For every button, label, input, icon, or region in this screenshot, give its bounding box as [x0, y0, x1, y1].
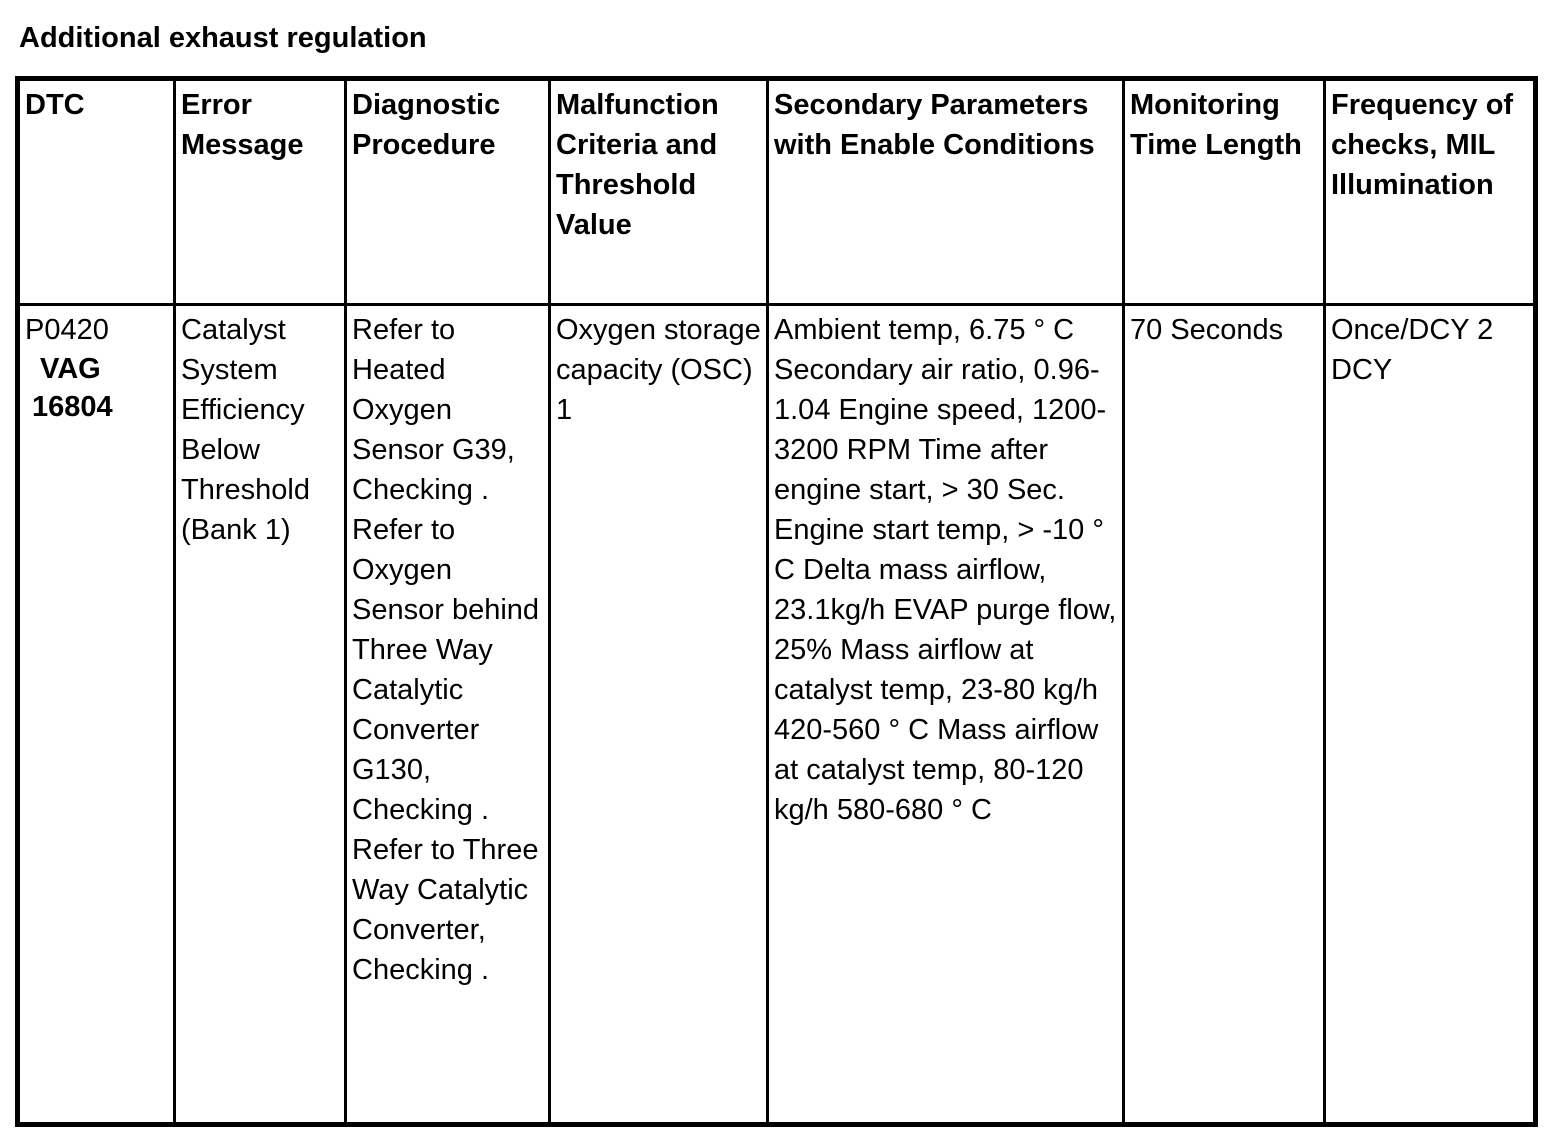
cell-secondary-parameters: Ambient temp, 6.75 ° C Secondary air ratio, 0.96-1.04 Engine speed, 1200-3200 RPM Time after engine start, > 30 Sec. Engine start temp, > -10 ° C Delta mass airflow, 23.1kg/h EVAP purge flow, 25% Mass airflow at catalyst temp, 23-80 kg/h 420-560 ° C Mass airflow at catalyst temp, 80-120 kg/h 580-680 ° C — [768, 305, 1124, 1125]
cell-diagnostic-procedure: Refer to Heated Oxygen Sensor G39, Checking . Refer to Oxygen Sensor behind Three Way Catalytic Converter G130, Checking . Refer to Three Way Catalytic Converter, Checking . — [346, 305, 550, 1125]
dtc-code: P0420 — [25, 314, 109, 346]
page-title: Additional exhaust regulation — [19, 22, 427, 54]
exhaust-regulation-table — [15, 76, 1538, 1127]
table-row — [18, 305, 1536, 1125]
vag-code: 16804 — [32, 391, 113, 423]
header-diagnostic-procedure: Diagnostic Procedure — [346, 79, 550, 305]
header-dtc: DTC — [18, 79, 175, 305]
table-header-row — [18, 79, 1536, 305]
cell-frequency: Once/DCY 2 DCY — [1325, 305, 1536, 1125]
header-frequency: Frequency of checks, MIL Illumination — [1325, 79, 1536, 305]
header-monitoring-time: Monitoring Time Length — [1124, 79, 1325, 305]
cell-dtc — [18, 305, 175, 1125]
vag-label: VAG — [40, 353, 101, 385]
cell-error-message: Catalyst System Efficiency Below Threshold (Bank 1) — [175, 305, 346, 1125]
cell-monitoring-time: 70 Seconds — [1124, 305, 1325, 1125]
header-error-message: Error Message — [175, 79, 346, 305]
header-malfunction-criteria: Malfunction Criteria and Threshold Value — [550, 79, 768, 305]
header-secondary-parameters: Secondary Parameters with Enable Conditions — [768, 79, 1124, 305]
cell-malfunction-criteria: Oxygen storage capacity (OSC) 1 — [550, 305, 768, 1125]
